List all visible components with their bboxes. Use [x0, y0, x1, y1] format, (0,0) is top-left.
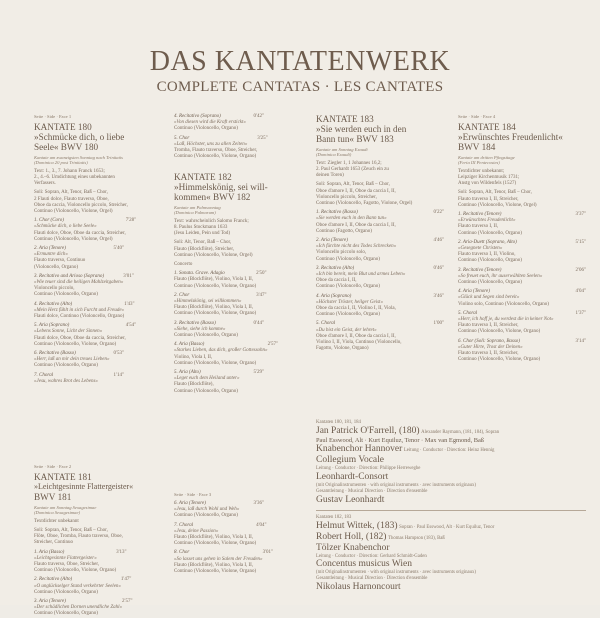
- track-duration: 0'46": [433, 265, 444, 271]
- director-name: Nikolaus Harnoncourt: [316, 581, 401, 592]
- track-duration: 5'29": [253, 370, 264, 376]
- track-duration: 0'42": [253, 114, 264, 119]
- track-item: 4. Aria (Basso) »Starkes Lieben, das dich, großer Gottessohn« Violino, Viola I, II, Continuo (Violoncello, Violone, Organo) 2'57": [174, 342, 279, 366]
- kantate-scoring: Soli: Sopran, Alt, Tenor, Baß – Chor, Flöte, Oboe, Tromba, Flauto traverso, Oboe, Streicher, Continuo: [34, 528, 123, 546]
- kantate-text-credit: Textdichter unbekannt; Leipziger Kirchenmusik 1731; Anstg von Wildenfels (1527): [458, 168, 520, 187]
- track-item: 1. Aria (Basso) »Leichtgesinnte Flattergeister« Flauto traverso, Oboe, Streicher, Continuo (Violoncello, Violone, Organo) 3'13": [34, 549, 127, 574]
- track-item: 3. Recitativo and Arioso (Soprano) »Wie teuer sind die heiligen Mahlzeitgaben« Violoncello piccolo, Continuo (Violoncello, Organo) 3'01": [34, 273, 134, 298]
- track-list: [34, 218, 137, 385]
- track-duration: 3'01": [262, 550, 274, 556]
- track-item: 4. Aria (Soprano) »Höchster Tröster, heilger Geist« Oboe da caccia I, II, Violino I, II, Viola, Continuo (Violoncello, Organo) 3'46": [316, 293, 444, 318]
- track-duration: 1'43": [124, 301, 135, 307]
- performer-line: Jan Patrick O'Farrell, (180) Alexander Raymann, (181, 184), Sopran: [316, 425, 500, 436]
- track-duration: 0'22": [433, 210, 444, 216]
- track-item: 3. Recitativo (Basso) »Siehe, siehe ich komme« Continuo (Violoncello, Organo) 0'44": [174, 320, 264, 339]
- track-item: 1. Recitativo (Basso) »Sie werden euch in den Bann tun« Oboe d'amore I, II, Oboe da caccia I, II, Continuo (Fagotto, Organo) 0'22": [316, 210, 444, 234]
- kantate-scoring: Soli: Alt, Tenor, Baß – Chor, Flauto (Blockflöte), Streicher, Continuo (Violoncello, Violone, Orgel): [174, 240, 253, 258]
- track-duration: 0'53": [113, 351, 124, 357]
- track-item: 6. Recitativo (Basso) »Herr, laß an mir dein treues Lieben« Continuo (Violoncello, Organo) 0'53": [34, 351, 124, 369]
- track-item: 5. Choral »Du bist ein Geist, der lehret« Oboe d'amore I, II, Oboe da caccia I, II, Violino I, II, Viola, Continuo (Violoncello, Fagotto, Violone, Organo) 1'00": [316, 321, 444, 352]
- track-item: 5. Aria (Soprano) »Lebens Sonne, Licht der Sinnen« Flauti dolce, Oboe, Oboe da caccia, Streicher, Continuo (Violoncello, Violone, Organo) 4'54": [34, 323, 137, 347]
- track-item: 2. Aria (Tenore) »Ich fürchte nicht des Todes Schrecken« Violoncello piccolo solo, Continuo (Violoncello, Organo) 4'46": [316, 238, 444, 262]
- track-item: 5. Choral »Herr, ich hoff je, du werdest die in keiner Not« Flauto traverso I, II, Streicher, Continuo (Violoncello, Violone, Organo) 1'37": [458, 310, 586, 335]
- track-duration: 4'54": [125, 323, 137, 329]
- concerto-label: Concerto: [174, 262, 193, 268]
- performer-line: Knabenchor Hannover Leitung · Conductor · Direction: Heinz Hennig: [316, 444, 495, 455]
- kantate-scoring: Soli: Sopran, Alt, Tenor, Baß – Chor, Flauto traverso I, II, Streicher, Continuo (Violoncello, Violone, Orgel): [458, 190, 537, 208]
- track-duration: 5'40": [113, 246, 124, 252]
- track-duration: 3'13": [116, 549, 127, 555]
- performer-line: Leitung · Conductor · Direction: Philippe Herreweghe: [316, 466, 421, 472]
- bwv181-section: [34, 464, 134, 618]
- track-duration: 3'37": [575, 212, 586, 218]
- kantate-text-credit: Text: Ziegler 1, 1 Johannes 16,2; 2. Paul Gerhardt 1653 (Zeuch ein zu deinen Toren): [316, 160, 389, 179]
- track-item: 6. Chor (Soli: Soprano, Basso) »Guter Hirte, Trost der Deinen« Flauto traverso I, II, Streicher, Continuo (Violoncello, Violone, Organo) 3'14": [458, 338, 586, 363]
- director-name: Gustav Leonhardt: [316, 494, 385, 505]
- track-item: 8. Chor »So lasset uns gehen in Salem der Freuden« Flauto (Blockflöte), Violino, Viola I, II, Continuo (Violoncello, Violone, Organo) 3'01": [174, 550, 274, 575]
- track-duration: 2'57": [122, 599, 133, 605]
- kantate-scoring: Soli: Sopran, Alt, Tenor, Baß – Chor, 2 Flauti dolce, Flauto traverso, Oboe, Oboe da caccia, Violoncello piccolo, Streicher, Continuo (Violoncello, Violone, Orgel): [34, 190, 128, 215]
- track-duration: 0'44": [253, 320, 264, 326]
- track-item: 1. Sonata. Grave. Adagio Flauto (Blockflöte), Violino, Viola I, II, Continuo (Violoncello, Violone, Organo) 2'50": [174, 271, 267, 289]
- bwv182-section: [174, 170, 279, 395]
- track-duration: 2'57": [267, 342, 279, 348]
- track-duration: 1'00": [433, 321, 444, 327]
- track-item: 1. Recitativo (Tenore) »Erwünschtes Freudenlicht« Flauto traverso I, II, Continuo (Violoncello, Organo) 3'37": [458, 212, 586, 236]
- performer-line: Leitung · Conductor · Direction: Gerhard Schmidt-Gaden: [316, 553, 427, 559]
- bwv180-section: [34, 114, 137, 385]
- ensemble-name: Concentus musicus Wien: [316, 559, 413, 570]
- track-duration: 3'47": [256, 292, 267, 298]
- track-item: 7. Choral »Jesu, wahres Brot des Lebens« 1'14": [34, 372, 124, 384]
- track-item: 5. Aria (Alto) »Leget euch dem Heiland unter« Flauto (Blockflöte), Continuo (Violoncello, Organo) 5'29": [174, 370, 264, 394]
- track-duration: 4'04": [575, 289, 586, 295]
- performer-line: Tölzer Knabenchor: [316, 542, 390, 553]
- track-item: 1. Chor (Coro) »Schmücke dich, o liebe Seele« Flauti dolce, Oboe, Oboe da caccia, Streicher, Continuo (Violoncello, Violone, Orgel) 7'28": [34, 218, 137, 242]
- side-label: Seite · Side · Face 4: [458, 114, 496, 119]
- side-label: Seite · Side · Face 1: [34, 114, 72, 119]
- side-label: Seite · Side · Face 2: [34, 464, 72, 469]
- track-list: [458, 212, 586, 363]
- track-duration: 1'47": [120, 577, 132, 583]
- track-item: 3. Aria (Tenore) »Der schädlichen Dornen unendliche Zahl« Continuo (Violoncello, Organo) 2'57": [34, 599, 133, 617]
- track-list: [316, 210, 444, 352]
- divider: [316, 510, 586, 511]
- track-duration: 3'46": [433, 293, 444, 299]
- track-duration: 4'46": [433, 238, 444, 244]
- track-item: 2. Aria (Tenore) »Ermuntre dich« Flauto traverso, Continuo (Violoncello, Organo) 5'40": [34, 246, 124, 270]
- track-duration: 3'25": [257, 135, 268, 141]
- track-item: 3. Recitativo (Alto) »Ich bin bereit, mein Blut und armes Leben« Oboe da caccia I, II, Continuo (Violoncello, Organo) 0'46": [316, 265, 444, 290]
- track-duration: 3'14": [575, 338, 586, 344]
- track-duration: 4'04": [256, 522, 267, 528]
- kantate-occasion: Kantate am Palmsonntag (Dominica Palmarum): [174, 204, 221, 216]
- kantate-title: KANTATE 183 »Sie werden euch in den Bann tun« BWV 183: [316, 114, 407, 145]
- track-item: 7. Choral »Jesu, deine Passion« Flauto (Blockflöte), Violino, Viola I, II, Continuo (Violoncello, Violone, Organo) 4'04": [174, 522, 267, 547]
- page-title: DAS KANTATENWERK: [149, 46, 451, 77]
- kantate-occasion: Kantate am zwanzigsten Sonntag nach Trinitatis (Dominica 20 post Trinitatis): [34, 154, 123, 166]
- side-label: Seite · Side · Face 3: [174, 492, 212, 497]
- track-item: 4. Recitativo (Soprano) »Von diesen wird die Kraft erstickt« Continuo (Violoncello, Organo) 0'42": [174, 114, 264, 132]
- face3-section: [174, 492, 274, 575]
- kantate-occasion: Kantate am dritten Pfingsttage (Feria III Pentecostes): [458, 154, 515, 166]
- kantate-title: KANTATE 182 »Himmelskönig, sei will- kommen« BWV 182: [174, 172, 268, 203]
- bwv181-continued: [174, 114, 268, 160]
- performers-label: Kantaten 180, 181, 184: [316, 420, 361, 425]
- track-item: 2. Recitativo (Alto) »O unglückselger Stand verkehrter Seelen« Continuo (Violoncello, Organo) 1'47": [34, 577, 132, 595]
- kantate-title: KANTATE 184 »Erwünschtes Freudenlicht« BWV 184: [458, 122, 563, 153]
- track-item: 5. Chor »Laß, Höchster, uns zu allen Zeiten« Tromba, Flauto traverso, Oboe, Streicher, Continuo (Violoncello, Violone, Organo) 3'25": [174, 135, 268, 160]
- performer-line: Helmut Wittek, (183) Sopran · Paul Esswood, Alt · Kurt Equiluz, Tenor: [316, 520, 495, 531]
- track-item: 2. Chor »Himmelskönig, sei willkommen« Flauto (Blockflöte), Violino, Viola I, II, Continuo (Violoncello, Violone, Organo) 3'47": [174, 292, 267, 317]
- kantate-text-credit: Text: wahrscheinlich Salomo Franck; 8. Paulus Stockmann 1633 (Jesu Leiden, Pein und Tod): [174, 218, 249, 237]
- kantate-occasion: Kantate am Sonntag Sexagesimae (Dominica Sexagesimae): [34, 504, 97, 516]
- track-list: [174, 271, 279, 395]
- page-subtitle: COMPLETE CANTATAS · LES CANTATES: [156, 79, 444, 95]
- kantate-text-credit: Text: 1., 3., 7. Johann Franck 1653; 2., 4.–6. Umdichtung eines unbekannten Verfassers.: [34, 168, 115, 187]
- kantate-occasion: Kantate am Sonntag Exaudi (Dominica Exaudi): [316, 146, 368, 158]
- track-duration: 2'50": [256, 271, 267, 277]
- kantate-title: KANTATE 181 »Leichtgesinnte Flattergeister« BWV 181: [34, 472, 134, 503]
- performers-label: Kantaten 182, 183: [316, 514, 352, 520]
- track-duration: 3'36": [253, 501, 264, 506]
- performer-line: Robert Holl, (182) Thomas Hampson (183), Baß: [316, 531, 445, 542]
- kantate-scoring: Soli: Sopran, Alt, Tenor, Baß – Chor, Oboe d'amore I, II, Oboe da caccia I, II, Violoncello piccolo, Streicher, Continuo (Violoncello, Fagotto, Violone, Orgel): [316, 182, 413, 207]
- track-duration: 2'06": [575, 267, 586, 273]
- kantate-text-credit: Textdichter unbekannt: [34, 518, 79, 524]
- track-item: 3. Recitativo (Tenore) »So freuet euch, ihr auserwählten Seelen« Continuo (Violoncello, Organo) 2'06": [458, 267, 586, 286]
- track-duration: 1'14": [113, 372, 124, 378]
- performers-block: Kantaten 180, 181, 184 Jan Patrick O'Farrell, (180) Alexander Raymann, (181, 184), Sopran Paul Esswood, Alt · Kurt Equiluz, Tenor · Max van Egmond, Baß Knabenchor Hannover Leitung · Conductor · Direction: Heinz Hennig Collegium Vocale Leitung · Conductor · Direction: Philippe Herreweghe Leonhardt-Consort (mit Originalinstrumenten · with original instruments · avec instruments originaux) Gesamtleitung · Musical Direction · Direction d'ensemble Gustav Leonhardt Kantaten 182, 183 Helmut Wittek, (183) Sopran · Paul Esswood, Alt · Kurt Equiluz, Tenor Robert Holl, (182) Thomas Hampson (183), Baß Tölzer Knabenchor Leitung · Conductor · Direction: Gerhard Schmidt-Gaden Concentus musicus Wien (mit Originalinstrumenten · with original instruments · avec instruments originaux) Gesamtleitung · Musical Direction · Direction d'ensemble Nikolaus Harnoncourt: [316, 420, 586, 593]
- track-duration: 5'15": [575, 239, 586, 245]
- track-item: 6. Aria (Tenore) »Jesu, laß durch Wohl und Weh« Continuo (Violoncello, Organo) 3'36": [174, 501, 264, 519]
- track-list: [34, 549, 133, 618]
- track-duration: 3'01": [123, 273, 134, 279]
- track-item: 4. Recitativo (Alto) »Mein Herz fühlt in sich Furcht und Freude« Flauti dolce, Continuo (Violoncello, Organo) 1'43": [34, 301, 135, 320]
- performer-line: Collegium Vocale: [316, 455, 384, 466]
- track-item: 4. Aria (Tenore) »Glück und Segen sind bereit« Violino solo, Continuo (Violoncello, Organo) 4'04": [458, 289, 586, 307]
- track-item: 2. Aria-Duett (Soprano, Alto) »Gesegnete Christen« Flauto traverso I, II, Violino, Continuo (Violoncello, Organo) 5'15": [458, 239, 586, 264]
- track-duration: 7'28": [125, 218, 137, 224]
- track-duration: 1'37": [575, 310, 586, 316]
- ensemble-name: Leonhardt-Consort: [316, 472, 389, 483]
- bwv183-section: [316, 114, 444, 352]
- performer-line: Paul Esswood, Alt · Kurt Equiluz, Tenor · Max van Egmond, Baß: [316, 436, 485, 444]
- bwv184-section: [458, 114, 586, 363]
- kantate-title: KANTATE 180 »Schmücke dich, o liebe Seele« BWV 180: [34, 122, 125, 153]
